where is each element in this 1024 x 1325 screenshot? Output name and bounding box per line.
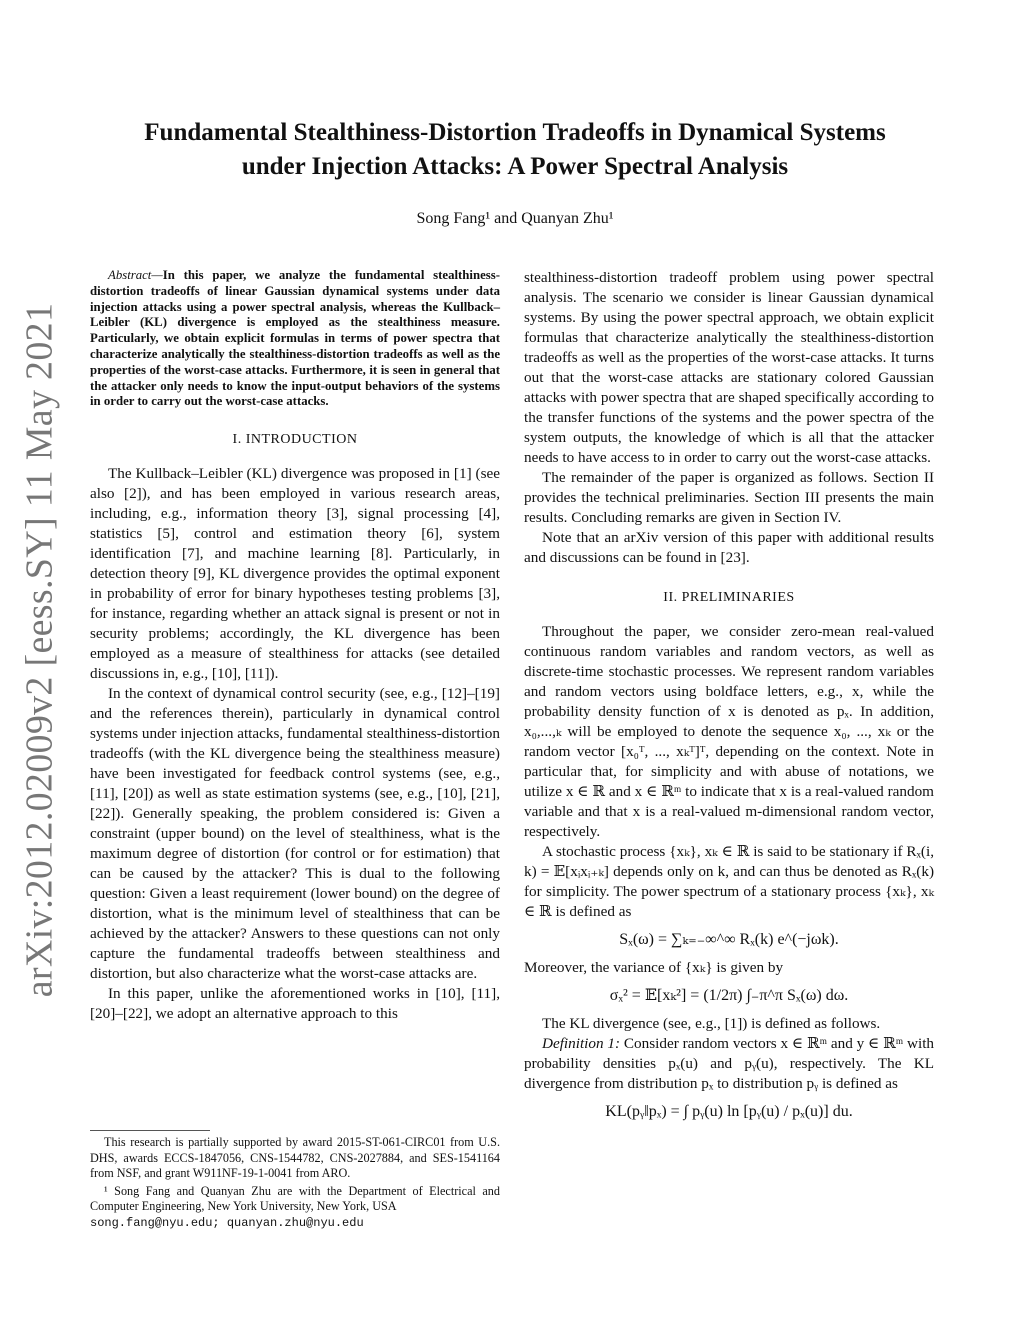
footnote-affiliation-text: ¹ Song Fang and Quanyan Zhu are with the Department of Electrical and Computer Engineering, New York University, New York, USA [90,1183,500,1214]
right-paragraph-2: The remainder of the paper is organized as follows. Section II provides the technical preliminaries. Section III presents the main results. Concluding remarks are given in Section IV. [524,469,934,526]
abstract [90,268,500,410]
authors: Song Fang¹ and Quanyan Zhu¹ [416,210,614,227]
footnote-rule [90,1130,210,1131]
prelim-paragraph-1: Throughout the paper, we consider zero-mean real-valued continuous random variables and random vectors, as well as discrete-time stochastic processes. We represent random variables and random vectors using boldface letters, e.g., x, while the probability density function of x is denoted as pₓ. In addition, x₀,...,ₖ will be employed to denote the sequence x₀, ..., xₖ or the random vector [x₀ᵀ, ..., xₖᵀ]ᵀ, depending on the context. Note in particular that, for simplicity and with abuse of notations, we utilize x ∈ ℝ and x ∈ ℝᵐ to indicate that x is a real-valued random variable and that x is a real-valued m-dimensional random vector, respectively. [524,623,934,840]
right-paragraph-1: stealthiness-distortion tradeoff problem using power spectral analysis. The scenario we consider is linear Gaussian dynamical systems. By using the power spectral approach, we obtain explicit formulas that characterize analytically the stealthiness-distortion tradeoffs as well as the properties of the worst-case attacks. It turns out that the worst-case attacks are stationary colored Gaussian attacks with power spectra that are shaped specifically according to the transfer functions of the systems and the power spectra of the system outputs, the knowledge of which is all that the attacker needs to have access to in order to carry out the worst-case attacks. [524,269,934,466]
footnote-emails: song.fang@nyu.edu; quanyan.zhu@nyu.edu [90,1215,364,1230]
section-heading-preliminaries: II. PRELIMINARIES [663,590,795,605]
right-paragraph-3: Note that an arXiv version of this paper with additional results and discussions can be found in [23]. [524,529,934,566]
section-heading-introduction: I. INTRODUCTION [232,432,358,448]
equation-power-spectrum: Sₓ(ω) = ∑ₖ₌₋∞^∞ Rₓ(k) e^(−jωk). [619,931,839,948]
prelim-paragraph-2: A stochastic process {xₖ}, xₖ ∈ ℝ is said to be stationary if Rₓ(i, k) = 𝔼[xᵢxᵢ₊ₖ] depends only on k, and can thus be denoted as Rₓ(k) for simplicity. The power spectrum of a stationary process {xₖ}, xₖ ∈ ℝ is defined as [524,843,934,920]
abstract-text: In this paper, we analyze the fundamental stealthiness-distortion tradeoffs of linear Gaussian dynamical systems under data injection attacks using a power spectral analysis, whereas the Kullback–Leibler (KL) divergence is employed as the stealthiness measure. Particularly, we obtain explicit formulas in terms of power spectra that characterize analytically the stealthiness-distortion tradeoffs as well as the properties of the worst-case attacks. Furthermore, it is seen in general that the attacker only needs to know the input-output behaviors of the systems in order to carry out the worst-case attacks. [90,268,500,409]
title-line-2: under Injection Attacks: A Power Spectral Analysis [241,153,789,180]
footnote-affiliation [90,1184,500,1232]
equation-variance: σₓ² = 𝔼[xₖ²] = (1/2π) ∫₋π^π Sₓ(ω) dω. [609,987,849,1004]
intro-paragraph-1: The Kullback–Leibler (KL) divergence was proposed in [1] (see also [2]), and has been employed in various research areas, including, e.g., information theory [3], signal processing [4], statistics [5], control and estimation theory [6], system identification [7], and machine learning [8]. Particularly, in detection theory [9], KL divergence provides the optimal exponent in probability of error for binary hypotheses testing problems [3], for instance, regarding whether an attack signal is present or not in security problems; accordingly, the KL divergence has been employed as a measure of stealthiness for attacks (see detailed discussions in, e.g., [10], [11]). [90,465,500,683]
title-line-1: Fundamental Stealthiness-Distortion Tradeoffs in Dynamical Systems [144,119,886,146]
arxiv-stamp-text: arXiv:2012.02009v2 [eess.SY] 11 May 2021 [18,302,61,998]
abstract-label: Abstract— [108,268,163,282]
kl-intro-text: The KL divergence (see, e.g., [1]) is defined as follows. [542,1015,881,1032]
left-column [90,268,500,1024]
moreover-text: Moreover, the variance of {xₖ} is given by [524,959,784,976]
right-column [524,268,934,1130]
intro-paragraph-3: In this paper, unlike the aforementioned works in [10], [11], [20]–[22], we adopt an alternative approach to this [90,985,500,1023]
footnote-support: This research is partially supported by award 2015-ST-061-CIRC01 from U.S. DHS, awards ECCS-1847056, CNS-1544782, CNS-2027884, and SES-1541164 from NSF, and grant W911NF-19-1-0041 from ARO. [90,1135,500,1181]
arxiv-stamp [8,302,70,998]
intro-paragraph-2: In the context of dynamical control security (see, e.g., [12]–[19] and the references therein), particularly in dynamical control systems under injection attacks, fundamental stealthiness-distortion tradeoffs (with the KL divergence being the stealthiness measure) have been investigated for feedback control systems (see, e.g., [11], [20]) as well as state estimation systems (see, e.g., [10], [21], [22]). Generally speaking, the problem considered is: Given a constraint (upper bound) on the level of stealthiness, what is the maximum degree of distortion (for control or for estimation) that can be caused by the attacker? This is dual to the following question: Given a least requirement (lower bound) on the degree of distortion, what is the minimum level of stealthiness that can be achieved by the attacker? Answers to these questions can not only capture the fundamental tradeoffs between stealthiness and distortion, but also characterize what the worst-case attacks are. [90,685,500,983]
definition-label: Definition 1: [542,1035,621,1052]
definition-1 [524,1034,934,1094]
footnotes [90,1130,500,1234]
paper-title [100,116,930,184]
equation-kl-divergence: KL(pᵧ‖pₓ) = ∫ pᵧ(u) ln [pᵧ(u) / pₓ(u)] du. [605,1103,853,1120]
definition-text: Consider random vectors x ∈ ℝᵐ and y ∈ ℝᵐ with probability densities pₓ(u) and pᵧ(u), respectively. The KL divergence from distribution pₓ to distribution pᵧ is defined as [524,1035,935,1092]
